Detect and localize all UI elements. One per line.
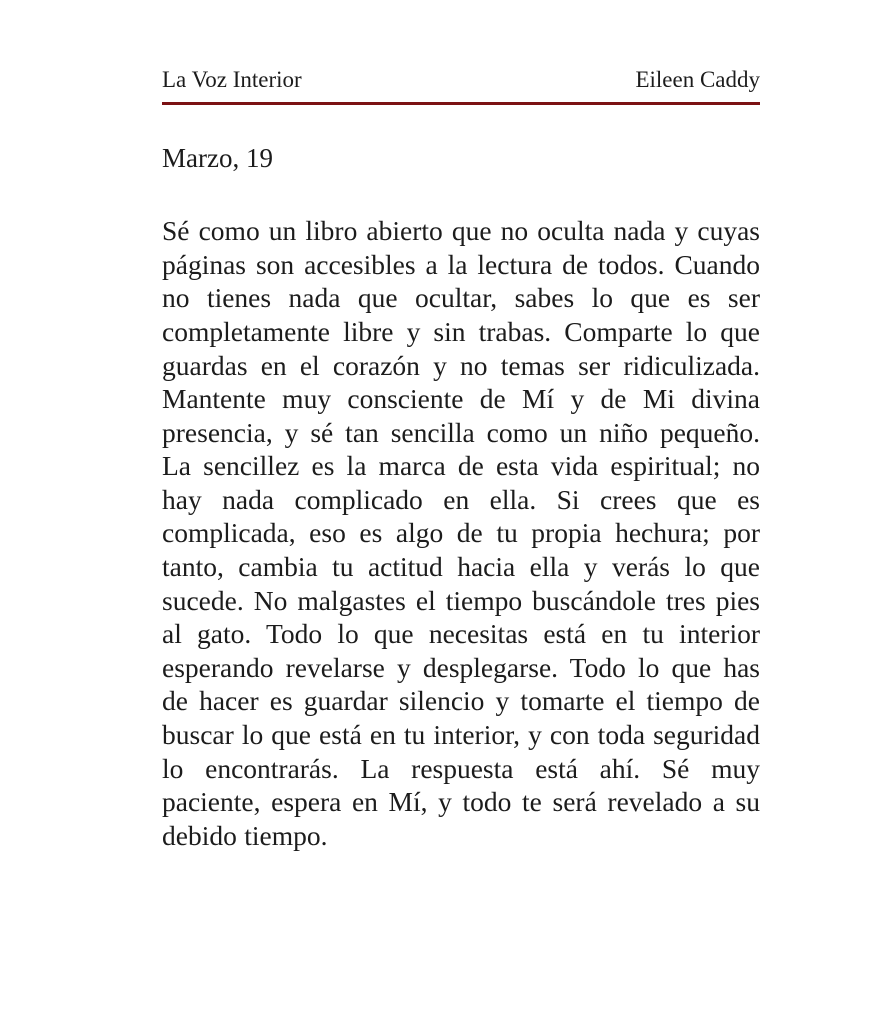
book-title: La Voz Interior <box>162 67 302 92</box>
author-name: Eileen Caddy <box>635 67 760 92</box>
body-paragraph: Sé como un libro abierto que no oculta nada y cuyas páginas son accesibles a la lectura de todos. Cuando no tienes nada que ocultar, sabes lo que es ser completamente libre y sin trabas. Comparte lo que guardas en el corazón y no temas ser ridiculizada. Mantente muy consciente de Mí y de Mi divina presencia, y sé tan sencilla como un niño pequeño. La sencillez es la marca de esta vida espiritual; no hay nada complicado en ella. Si crees que es complicada, eso es algo de tu propia hechura; por tanto, cambia tu actitud hacia ella y verás lo que sucede. No malgastes el tiempo buscándole tres pies al gato. Todo lo que necesitas está en tu interior esperando revelarse y desplegarse. Todo lo que has de hacer es guardar silencio y tomarte el tiempo de buscar lo que está en tu interior, y con toda seguridad lo encontrarás. La respuesta está ahí. Sé muy paciente, espera en Mí, y todo te será revelado a su debido tiempo. <box>162 215 760 851</box>
header-rule <box>162 102 760 105</box>
page-header <box>162 66 760 95</box>
date-heading: Marzo, 19 <box>162 142 273 173</box>
